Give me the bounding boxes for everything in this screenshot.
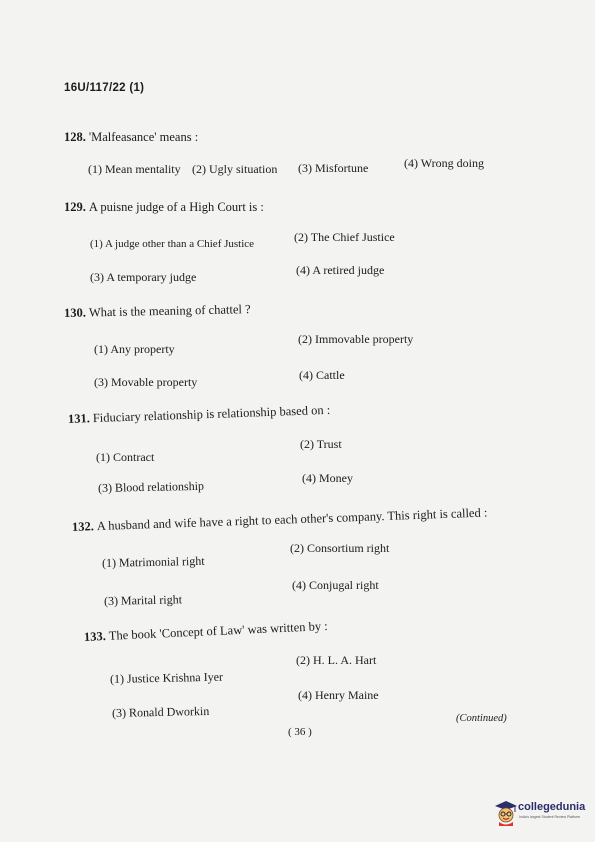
question-129 (64, 200, 264, 215)
q131-option-1: (1) Contract (96, 450, 155, 464)
q133-option-1: (1) Justice Krishna Iyer (109, 669, 224, 686)
q130-option-2: (2) Immovable property (298, 332, 414, 346)
q133-option-3: (3) Ronald Dworkin (111, 703, 210, 720)
question-text: A husband and wife have a right to each other's company. This right is called : (96, 505, 488, 534)
q130-option-4: (4) Cattle (299, 368, 345, 382)
q132-option-2: (2) Consortium right (290, 541, 390, 555)
q128-option-3: (3) Misfortune (298, 161, 369, 175)
q131-option-2: (2) Trust (300, 437, 342, 451)
q132-option-3: (3) Marital right (103, 592, 183, 608)
continued-note: (Continued) (456, 713, 507, 724)
q129-option-1: (1) A judge other than a Chief Justice (90, 238, 255, 250)
question-133 (84, 619, 328, 645)
q128-option-2: (2) Ugly situation (192, 162, 278, 176)
q129-option-3: (3) A temporary judge (90, 270, 197, 284)
q128-option-1: (1) Mean mentality (88, 162, 181, 176)
q129-option-4: (4) A retired judge (296, 263, 385, 277)
question-130 (64, 302, 251, 321)
question-128 (64, 130, 198, 145)
question-number: 130. (63, 305, 87, 320)
student-mascot-icon (494, 800, 518, 826)
q133-option-2: (2) H. L. A. Hart (296, 653, 377, 667)
brand-tagline: India's largest Student Review Platform (519, 815, 580, 819)
brand-name: collegedunia (518, 801, 586, 813)
question-number: 133. (83, 629, 107, 644)
question-131 (68, 403, 331, 427)
question-text: What is the meaning of chattel ? (88, 302, 251, 320)
q132-option-4: (4) Conjugal right (292, 578, 379, 592)
q128-option-4: (4) Wrong doing (404, 156, 484, 170)
question-number: 131. (67, 411, 91, 426)
q130-option-3: (3) Movable property (94, 375, 198, 389)
question-132 (72, 506, 488, 535)
q132-option-1: (1) Matrimonial right (101, 553, 205, 570)
question-number: 129. (64, 200, 86, 214)
question-text: A puisne judge of a High Court is : (88, 200, 264, 214)
q133-option-4: (4) Henry Maine (298, 688, 379, 702)
collegedunia-watermark (494, 796, 594, 836)
q130-option-1: (1) Any property (94, 342, 175, 356)
page-number: ( 36 ) (288, 726, 312, 738)
question-text: 'Malfeasance' means : (88, 130, 199, 144)
question-number: 128. (64, 130, 86, 144)
q131-option-4: (4) Money (302, 471, 353, 485)
question-text: The book 'Concept of Law' was written by : (108, 618, 328, 643)
q131-option-3: (3) Blood relationship (97, 478, 205, 495)
question-text: Fiduciary relationship is relationship based on : (92, 402, 331, 426)
question-number: 132. (71, 519, 95, 534)
paper-code: 16U/117/22 (1) (64, 82, 145, 94)
q129-option-2: (2) The Chief Justice (294, 230, 395, 244)
